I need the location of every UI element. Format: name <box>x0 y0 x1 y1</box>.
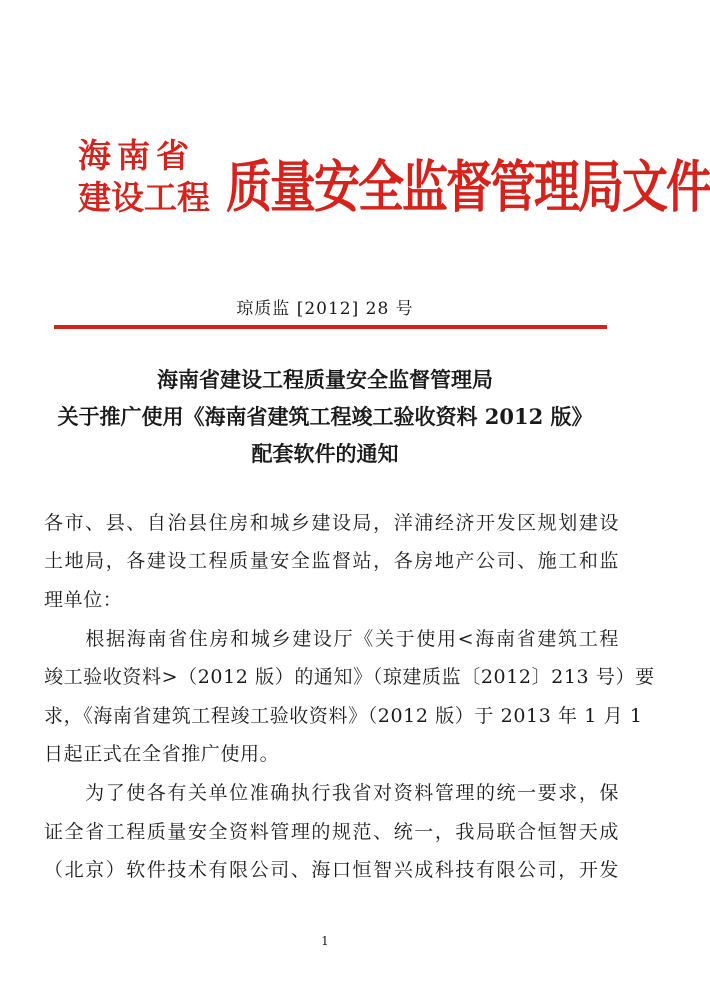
body-line: 竣工验收资料>（2012 版）的通知》（琼建质监〔2012〕213 号）要 <box>44 666 655 688</box>
body-line: 各市、县、自治县住房和城乡建设局，洋浦经济开发区规划建设 <box>44 512 619 534</box>
org-name-line2: 建设工程 <box>78 178 210 217</box>
body-line: 求，《海南省建筑工程竣工验收资料》（2012 版）于 2013 年 1 月 1 <box>44 705 643 727</box>
body-line: 为了使各有关单位准确执行我省对资料管理的统一要求，保 <box>44 782 619 804</box>
document-number: 琼质监 [2012] 28 号 <box>236 299 414 319</box>
body-line: 根据海南省住房和城乡建设厅《关于使用<海南省建筑工程 <box>44 628 619 650</box>
body-line: （北京）软件技术有限公司、海口恒智兴成科技有限公司，开发 <box>44 859 619 881</box>
org-name-line1: 海南省 <box>78 136 195 175</box>
body-line: 日起正式在全省推广使用。 <box>44 743 280 765</box>
header-divider <box>54 325 607 329</box>
org-name-main: 质量安全监督管理局文件 <box>226 153 710 220</box>
body-line: 土地局，各建设工程质量安全监督站，各房地产公司、施工和监 <box>44 550 619 572</box>
notice-title-line3: 配套软件的通知 <box>251 441 399 466</box>
notice-title-line1: 海南省建设工程质量安全监督管理局 <box>157 367 493 392</box>
document-header <box>78 128 710 238</box>
notice-title-line2: 关于推广使用《海南省建筑工程竣工验收资料 2012 版》 <box>57 404 593 429</box>
body-line: 证全省工程质量安全资料管理的规范、统一，我局联合恒智天成 <box>44 821 619 843</box>
page-number: 1 <box>321 934 329 948</box>
body-line: 理单位： <box>44 589 123 611</box>
